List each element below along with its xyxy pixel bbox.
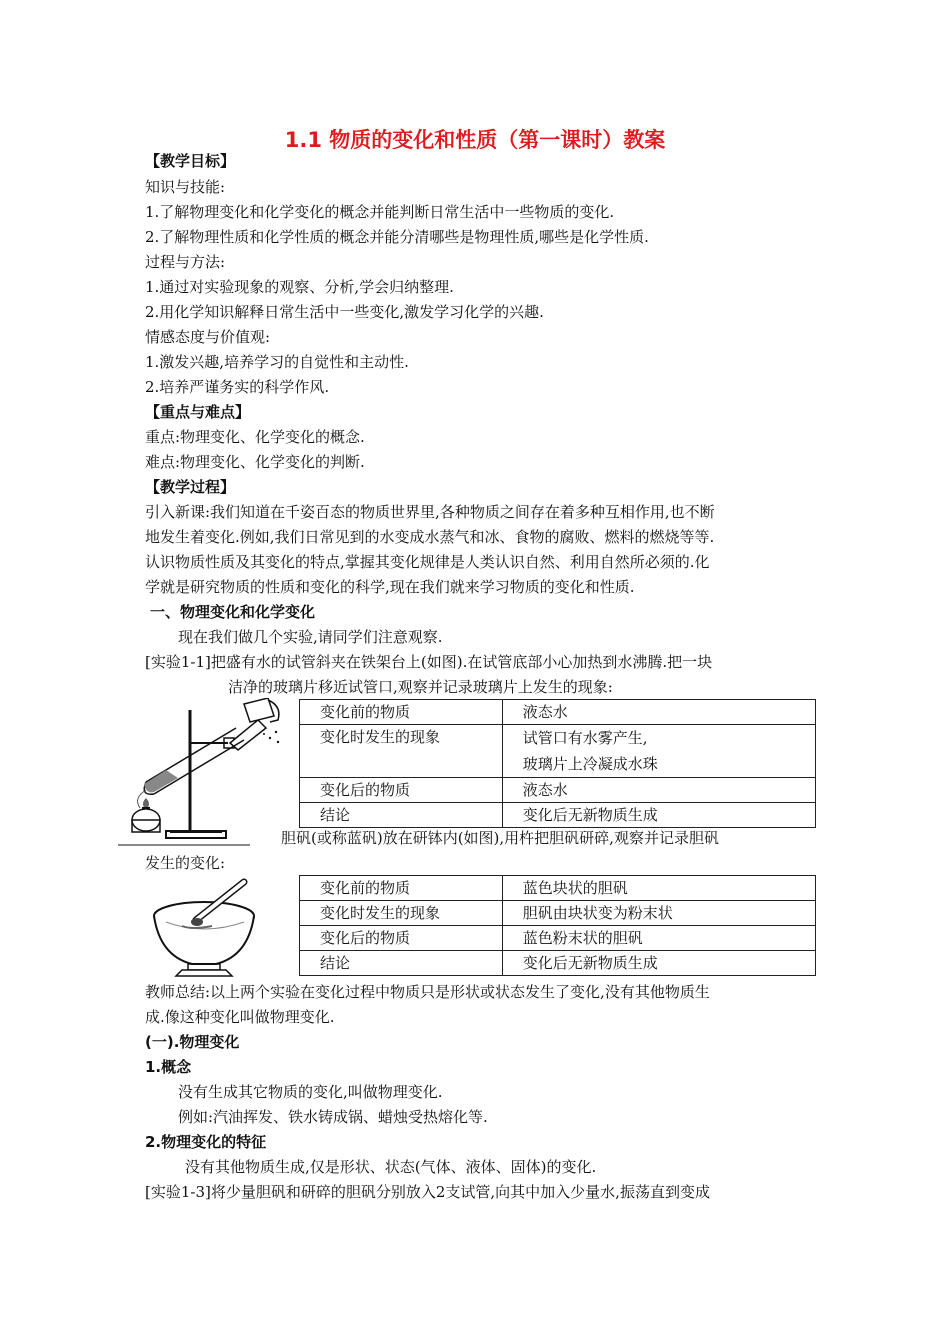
exp1-line-1: [实验1-1]把盛有水的试管斜夹在铁架台上(如图).在试管底部小心加热到水沸腾.把一块 — [145, 653, 713, 671]
concept-text: 没有生成其它物质的变化,叫做物理变化. — [178, 1083, 443, 1101]
section-heading: 一、物理变化和化学变化 — [150, 603, 316, 621]
table-cell: 蓝色粉末状的胆矾 — [502, 926, 815, 951]
table-cell: 变化后的物质 — [300, 778, 503, 803]
concept-heading: 1.概念 — [145, 1058, 192, 1076]
process-heading: 【教学过程】 — [145, 478, 236, 496]
process-label: 过程与方法: — [145, 253, 226, 271]
table-row — [300, 951, 816, 976]
experiment-1-table — [299, 699, 816, 828]
table-cell: 液态水 — [502, 700, 815, 725]
example-text: 例如:汽油挥发、铁水铸成锅、蜡烛受热熔化等. — [178, 1108, 488, 1126]
table-cell: 蓝色块状的胆矾 — [502, 876, 815, 901]
table-row — [300, 725, 816, 778]
table-row — [300, 778, 816, 803]
exp2-line-1: 胆矾(或称蓝矾)放在研钵内(如图),用杵把胆矾研碎,观察并记录胆矾 — [281, 829, 719, 847]
mortar-pestle-figure — [152, 876, 262, 982]
intro-line-2: 地发生着变化.例如,我们日常见到的水变成水蒸气和冰、食物的腐败、燃料的燃烧等等. — [145, 528, 715, 546]
lead-text: 现在我们做几个实验,请同学们注意观察. — [178, 628, 443, 646]
table-row — [300, 926, 816, 951]
goal-p1: 1.通过对实验现象的观察、分析,学会归纳整理. — [145, 278, 454, 296]
test-tube-apparatus-figure — [118, 698, 288, 848]
summary-line-2: 成.像这种变化叫做物理变化. — [145, 1008, 335, 1026]
table-cell: 变化后无新物质生成 — [502, 951, 815, 976]
key-focus: 重点:物理变化、化学变化的概念. — [145, 428, 365, 446]
feature-text: 没有其他物质生成,仅是形状、状态(气体、液体、固体)的变化. — [185, 1158, 597, 1176]
table-cell: 结论 — [300, 803, 503, 828]
goal-k2: 2.了解物理性质和化学性质的概念并能分清哪些是物理性质,哪些是化学性质. — [145, 228, 649, 246]
exp2-line-2: 发生的变化: — [145, 854, 226, 872]
knowledge-label: 知识与技能: — [145, 178, 226, 196]
intro-line-4: 学就是研究物质的性质和变化的科学,现在我们就来学习物质的变化和性质. — [145, 578, 635, 596]
table-cell: 变化后无新物质生成 — [502, 803, 815, 828]
goal-p2: 2.用化学知识解释日常生活中一些变化,激发学习化学的兴趣. — [145, 303, 544, 321]
goal-k1: 1.了解物理变化和化学变化的概念并能判断日常生活中一些物质的变化. — [145, 203, 615, 221]
key-difficulty: 难点:物理变化、化学变化的判断. — [145, 453, 365, 471]
table-cell: 变化后的物质 — [300, 926, 503, 951]
table-cell: 试管口有水雾产生, 玻璃片上冷凝成水珠 — [502, 725, 815, 778]
summary-line-1: 教师总结:以上两个实验在变化过程中物质只是形状或状态发生了变化,没有其他物质生 — [145, 983, 710, 1001]
exp3-line: [实验1-3]将少量胆矾和研碎的胆矾分别放入2支试管,向其中加入少量水,振荡直到变成 — [145, 1183, 710, 1201]
experiment-2-table — [299, 875, 816, 976]
key-heading: 【重点与难点】 — [145, 403, 251, 421]
subsection-heading: (一).物理变化 — [145, 1033, 240, 1051]
table-cell: 变化前的物质 — [300, 876, 503, 901]
table-cell: 变化时发生的现象 — [300, 901, 503, 926]
table-row — [300, 700, 816, 725]
table-cell: 胆矾由块状变为粉末状 — [502, 901, 815, 926]
table-cell: 变化时发生的现象 — [300, 725, 503, 778]
feature-heading: 2.物理变化的特征 — [145, 1133, 267, 1151]
goals-heading: 【教学目标】 — [145, 152, 236, 170]
table-cell: 变化前的物质 — [300, 700, 503, 725]
table-row — [300, 803, 816, 828]
intro-line-3: 认识物质性质及其变化的特点,掌握其变化规律是人类认识自然、利用自然所必须的.化 — [145, 553, 710, 571]
intro-line-1: 引入新课:我们知道在千姿百态的物质世界里,各种物质之间存在着多种互相作用,也不断 — [145, 503, 715, 521]
goal-e1: 1.激发兴趣,培养学习的自觉性和主动性. — [145, 353, 409, 371]
table-row — [300, 901, 816, 926]
table-row — [300, 876, 816, 901]
page-title: 1.1 物质的变化和性质（第一课时）教案 — [284, 128, 666, 152]
table-cell: 结论 — [300, 951, 503, 976]
goal-e2: 2.培养严谨务实的科学作风. — [145, 378, 330, 396]
table-cell: 液态水 — [502, 778, 815, 803]
emotion-label: 情感态度与价值观: — [145, 328, 271, 346]
exp1-line-2: 洁净的玻璃片移近试管口,观察并记录玻璃片上发生的现象: — [228, 678, 613, 696]
